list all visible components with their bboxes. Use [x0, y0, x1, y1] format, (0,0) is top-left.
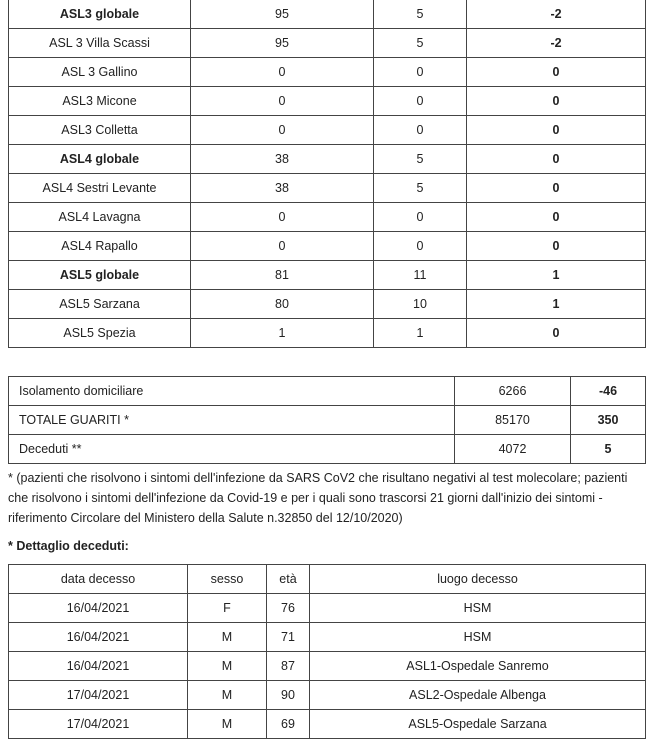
value-cell: 0	[374, 87, 467, 116]
value-cell: 5	[374, 0, 467, 29]
value-cell: 80	[191, 290, 374, 319]
table-row	[9, 377, 646, 406]
table-row	[9, 681, 646, 710]
table-row	[9, 406, 646, 435]
value-cell: 38	[191, 145, 374, 174]
summary-table-body	[9, 377, 646, 464]
value-cell: 5	[374, 174, 467, 203]
header-sex: sesso	[188, 565, 267, 594]
delta-cell: 0	[467, 58, 646, 87]
value-cell: 11	[374, 261, 467, 290]
header-place: luogo decesso	[310, 565, 646, 594]
value-cell: 1	[191, 319, 374, 348]
value-cell: 0	[191, 116, 374, 145]
table-row	[9, 232, 646, 261]
table-row	[9, 145, 646, 174]
table-row	[9, 710, 646, 739]
death-date: 16/04/2021	[9, 652, 188, 681]
death-date: 17/04/2021	[9, 681, 188, 710]
death-sex: F	[188, 594, 267, 623]
hospital-name: ASL4 Rapallo	[9, 232, 191, 261]
hospital-name: ASL4 globale	[9, 145, 191, 174]
death-place: ASL2-Ospedale Albenga	[310, 681, 646, 710]
table-header-row	[9, 565, 646, 594]
table-row	[9, 623, 646, 652]
table-row	[9, 594, 646, 623]
delta-cell: 0	[467, 116, 646, 145]
delta-cell: -2	[467, 29, 646, 58]
death-sex: M	[188, 710, 267, 739]
delta-cell: 0	[467, 203, 646, 232]
value-cell: 10	[374, 290, 467, 319]
delta-cell: 1	[467, 290, 646, 319]
hospital-name: ASL3 Micone	[9, 87, 191, 116]
death-place: ASL5-Ospedale Sarzana	[310, 710, 646, 739]
death-place: HSM	[310, 594, 646, 623]
value-cell: 0	[374, 232, 467, 261]
value-cell: 38	[191, 174, 374, 203]
death-age: 90	[267, 681, 310, 710]
summary-label: TOTALE GUARITI *	[9, 406, 455, 435]
header-date: data decesso	[9, 565, 188, 594]
summary-total: 4072	[455, 435, 571, 464]
death-date: 17/04/2021	[9, 710, 188, 739]
summary-table	[8, 376, 646, 464]
asl-table-body	[9, 0, 646, 348]
value-cell: 0	[191, 87, 374, 116]
summary-delta: -46	[571, 377, 646, 406]
hospital-name: ASL4 Sestri Levante	[9, 174, 191, 203]
death-age: 87	[267, 652, 310, 681]
table-row	[9, 0, 646, 29]
summary-label: Deceduti **	[9, 435, 455, 464]
table-row	[9, 29, 646, 58]
value-cell: 81	[191, 261, 374, 290]
death-age: 76	[267, 594, 310, 623]
recovered-footnote: * (pazienti che risolvono i sintomi dell'infezione da SARS CoV2 che risultano negativi al test molecolare; pazienti che risolvono i sintomi dell'infezione da Covid-19 e per i quali sono trascorsi 21 giorni dall'inizio dei sintomi - riferimento Circolare del Ministero della Salute n.32850 del 12/10/2020)	[8, 471, 628, 525]
hospital-name: ASL5 Sarzana	[9, 290, 191, 319]
value-cell: 95	[191, 0, 374, 29]
value-cell: 5	[374, 29, 467, 58]
hospital-name: ASL3 Colletta	[9, 116, 191, 145]
table-row	[9, 58, 646, 87]
table-row	[9, 261, 646, 290]
delta-cell: 0	[467, 319, 646, 348]
death-date: 16/04/2021	[9, 623, 188, 652]
hospital-name: ASL3 globale	[9, 0, 191, 29]
delta-cell: 1	[467, 261, 646, 290]
value-cell: 0	[374, 203, 467, 232]
summary-delta: 5	[571, 435, 646, 464]
table-row	[9, 652, 646, 681]
summary-label: Isolamento domiciliare	[9, 377, 455, 406]
hospital-name: ASL4 Lavagna	[9, 203, 191, 232]
delta-cell: 0	[467, 232, 646, 261]
hospital-name: ASL5 Spezia	[9, 319, 191, 348]
asl-hospital-table	[8, 0, 646, 348]
value-cell: 95	[191, 29, 374, 58]
value-cell: 5	[374, 145, 467, 174]
deaths-detail-table	[8, 564, 646, 739]
death-age: 69	[267, 710, 310, 739]
hospital-name: ASL5 globale	[9, 261, 191, 290]
delta-cell: 0	[467, 145, 646, 174]
table-row	[9, 435, 646, 464]
table-row	[9, 116, 646, 145]
delta-cell: 0	[467, 174, 646, 203]
hospital-name: ASL 3 Villa Scassi	[9, 29, 191, 58]
value-cell: 0	[374, 116, 467, 145]
death-sex: M	[188, 681, 267, 710]
value-cell: 0	[374, 58, 467, 87]
death-sex: M	[188, 623, 267, 652]
summary-delta: 350	[571, 406, 646, 435]
deaths-table-body	[9, 594, 646, 739]
table-row	[9, 203, 646, 232]
death-date: 16/04/2021	[9, 594, 188, 623]
death-place: ASL1-Ospedale Sanremo	[310, 652, 646, 681]
value-cell: 1	[374, 319, 467, 348]
death-place: HSM	[310, 623, 646, 652]
value-cell: 0	[191, 203, 374, 232]
header-age: età	[267, 565, 310, 594]
table-row	[9, 319, 646, 348]
value-cell: 0	[191, 58, 374, 87]
death-sex: M	[188, 652, 267, 681]
delta-cell: 0	[467, 87, 646, 116]
table-row	[9, 87, 646, 116]
hospital-name: ASL 3 Gallino	[9, 58, 191, 87]
summary-total: 6266	[455, 377, 571, 406]
deaths-detail-title: * Dettaglio deceduti:	[8, 539, 129, 553]
deaths-table-header	[9, 565, 646, 594]
table-row	[9, 290, 646, 319]
table-row	[9, 174, 646, 203]
delta-cell: -2	[467, 0, 646, 29]
value-cell: 0	[191, 232, 374, 261]
summary-total: 85170	[455, 406, 571, 435]
death-age: 71	[267, 623, 310, 652]
